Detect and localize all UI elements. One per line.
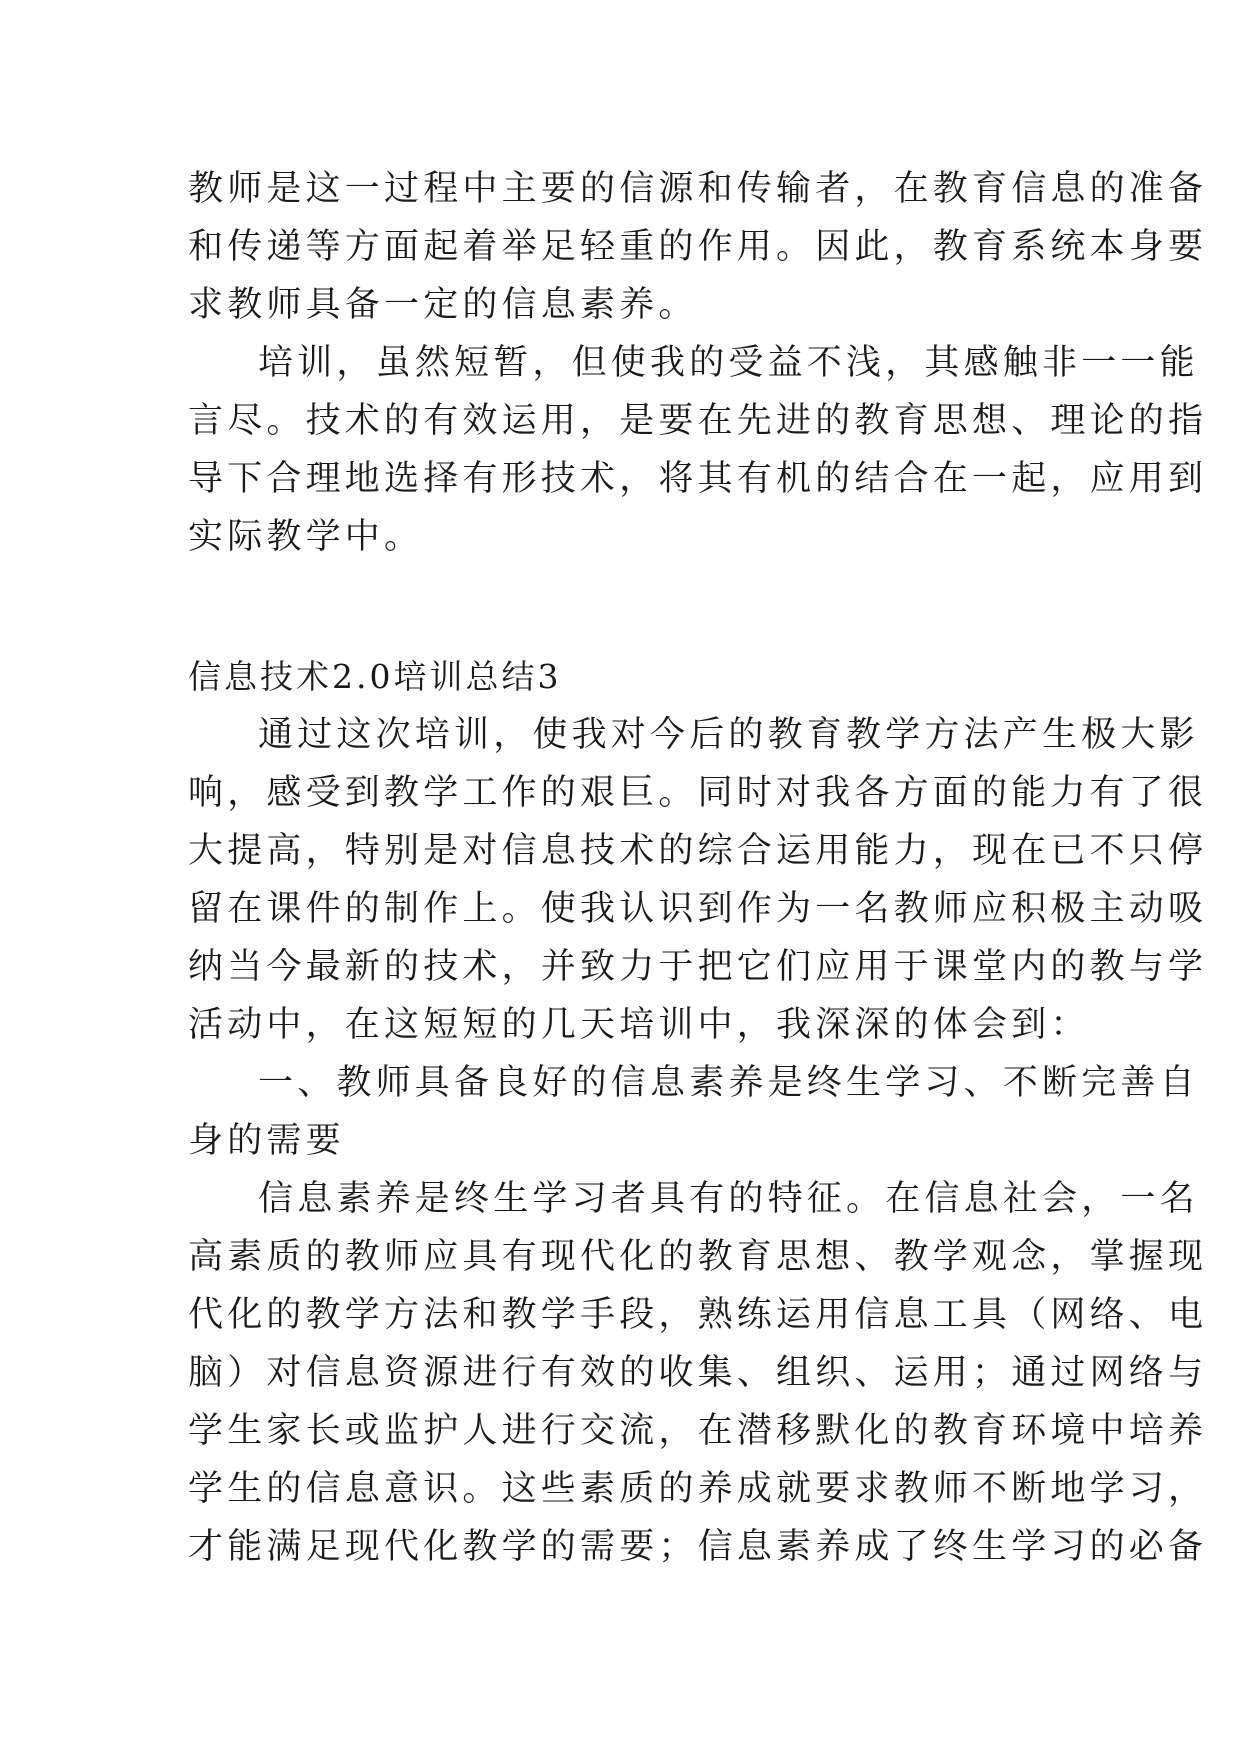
text-line: 一、教师具备良好的信息素养是终生学习、不断完善自 bbox=[258, 1063, 1199, 1103]
training-paragraph bbox=[188, 334, 1208, 566]
text-line: 高素质的教师应具有现代化的教育思想、教学观念，掌握现 bbox=[188, 1237, 1208, 1277]
section-gap bbox=[188, 566, 1058, 648]
text-line: 脑）对信息资源进行有效的收集、组织、运用；通过网络与 bbox=[188, 1353, 1208, 1393]
text-line: 才能满足现代化教学的需要；信息素养成了终生学习的必备 bbox=[188, 1527, 1208, 1567]
section-paragraph-2 bbox=[188, 1170, 1208, 1576]
section-paragraph-1 bbox=[188, 706, 1208, 1054]
text-line: 留在课件的制作上。使我认识到作为一名教师应积极主动吸 bbox=[188, 889, 1208, 929]
text-line: 代化的教学方法和教学手段，熟练运用信息工具（网络、电 bbox=[188, 1295, 1208, 1335]
text-line: 教师是这一过程中主要的信源和传输者，在教育信息的准备 bbox=[188, 169, 1208, 209]
text-line: 通过这次培训，使我对今后的教育教学方法产生极大影 bbox=[258, 715, 1199, 755]
document-page bbox=[188, 160, 1208, 1576]
text-line: 培训，虽然短暂，但使我的受益不浅，其感触非一一能 bbox=[258, 343, 1199, 383]
text-line: 言尽。技术的有效运用，是要在先进的教育思想、理论的指 bbox=[188, 401, 1208, 441]
point-one-heading bbox=[188, 1054, 1199, 1170]
text-line: 导下合理地选择有形技术，将其有机的结合在一起，应用到 bbox=[188, 459, 1208, 499]
text-line: 学生的信息意识。这些素质的养成就要求教师不断地学习， bbox=[188, 1469, 1208, 1509]
intro-paragraph bbox=[188, 160, 1208, 334]
text-line: 大提高，特别是对信息技术的综合运用能力，现在已不只停 bbox=[188, 831, 1208, 871]
text-line: 身的需要 bbox=[188, 1121, 345, 1161]
text-line: 和传递等方面起着举足轻重的作用。因此，教育系统本身要 bbox=[188, 227, 1208, 267]
text-line: 求教师具备一定的信息素养。 bbox=[188, 285, 698, 325]
text-line: 实际教学中。 bbox=[188, 517, 424, 557]
text-line: 信息素养是终生学习者具有的特征。在信息社会，一名 bbox=[258, 1179, 1199, 1219]
text-line: 学生家长或监护人进行交流，在潜移默化的教育环境中培养 bbox=[188, 1411, 1208, 1451]
section-title: 信息技术2.0培训总结3 bbox=[188, 657, 562, 696]
text-line: 响，感受到教学工作的艰巨。同时对我各方面的能力有了很 bbox=[188, 773, 1208, 813]
text-line: 活动中，在这短短的几天培训中，我深深的体会到： bbox=[188, 1005, 1090, 1045]
text-line: 纳当今最新的技术，并致力于把它们应用于课堂内的教与学 bbox=[188, 947, 1208, 987]
